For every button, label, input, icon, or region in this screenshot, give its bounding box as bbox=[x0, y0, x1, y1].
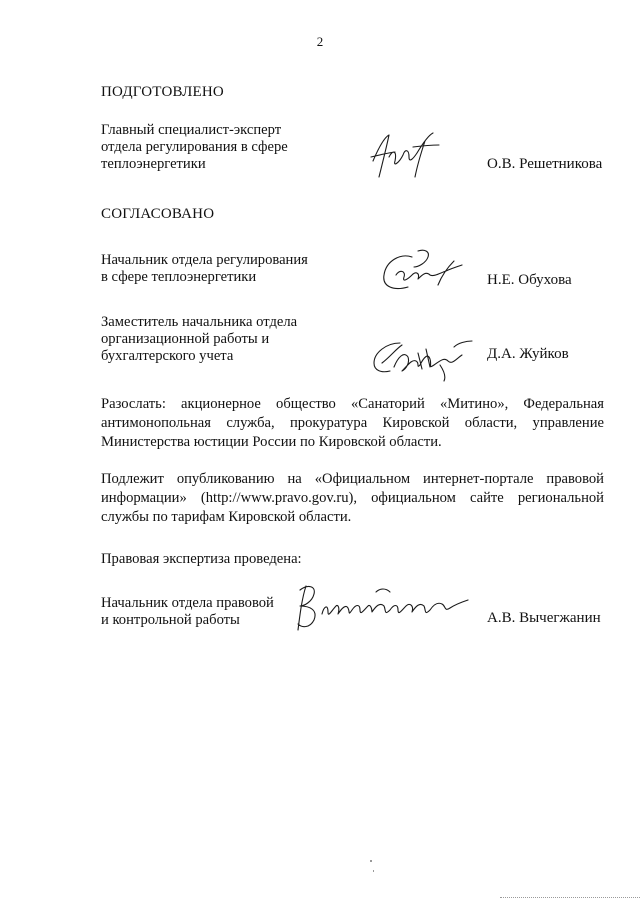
signature-reshetnikova bbox=[365, 127, 445, 187]
agreed-signer-name: Д.А. Жуйков bbox=[487, 346, 569, 362]
prepared-name: О.В. Решетникова bbox=[487, 156, 603, 172]
scan-speck bbox=[373, 870, 374, 872]
agreed-signer-position-line: Начальник отдела регулирования bbox=[101, 252, 308, 268]
prepared-position-line: теплоэнергетики bbox=[101, 156, 206, 172]
legal-review-name: А.В. Вычегжанин bbox=[487, 610, 601, 626]
signature-obukhova bbox=[378, 245, 468, 297]
legal-review-statement: Правовая экспертиза проведена: bbox=[101, 551, 302, 567]
agreed-signer-position bbox=[101, 252, 321, 286]
signature-vychegzhanin bbox=[292, 578, 477, 638]
publication-line: службы по тарифам Кировской области. bbox=[101, 509, 352, 525]
publication-line: Подлежит опубликованию на «Официальном интернет-портале правовой bbox=[101, 471, 604, 487]
legal-review-position-line: Начальник отдела правовой bbox=[101, 595, 274, 611]
prepared-position-line: Главный специалист-эксперт bbox=[101, 122, 282, 138]
prepared-position-line: отдела регулирования в сфере bbox=[101, 139, 288, 155]
publication-paragraph bbox=[101, 470, 604, 527]
agreed-signer-position bbox=[101, 314, 321, 365]
scan-speck bbox=[370, 860, 372, 862]
prepared-position bbox=[101, 122, 321, 173]
agreed-signer-position-line: бухгалтерского учета bbox=[101, 348, 234, 364]
agreed-heading: СОГЛАСОВАНО bbox=[101, 206, 215, 222]
page-number: 2 bbox=[316, 34, 324, 49]
agreed-signer-name: Н.Е. Обухова bbox=[487, 272, 572, 288]
distribution-paragraph bbox=[101, 395, 604, 452]
scan-edge-line bbox=[500, 897, 640, 899]
legal-review-position-line: и контрольной работы bbox=[101, 612, 240, 628]
distribution-line: Разослать: акционерное общество «Санаторий «Митино», Федеральная bbox=[101, 396, 604, 412]
distribution-line: Министерства юстиции России по Кировской области. bbox=[101, 434, 442, 450]
distribution-line: антимонопольная служба, прокуратура Кировской области, управление bbox=[101, 415, 604, 431]
agreed-signer-position-line: в сфере теплоэнергетики bbox=[101, 269, 257, 285]
prepared-heading: ПОДГОТОВЛЕНО bbox=[101, 84, 224, 100]
agreed-signer-position-line: организационной работы и bbox=[101, 331, 270, 347]
signature-zhuikov bbox=[370, 335, 480, 383]
publication-line: информации» (http://www.pravo.gov.ru), официальном сайте региональной bbox=[101, 490, 604, 506]
legal-review-position bbox=[101, 595, 321, 629]
agreed-signer-position-line: Заместитель начальника отдела bbox=[101, 314, 298, 330]
